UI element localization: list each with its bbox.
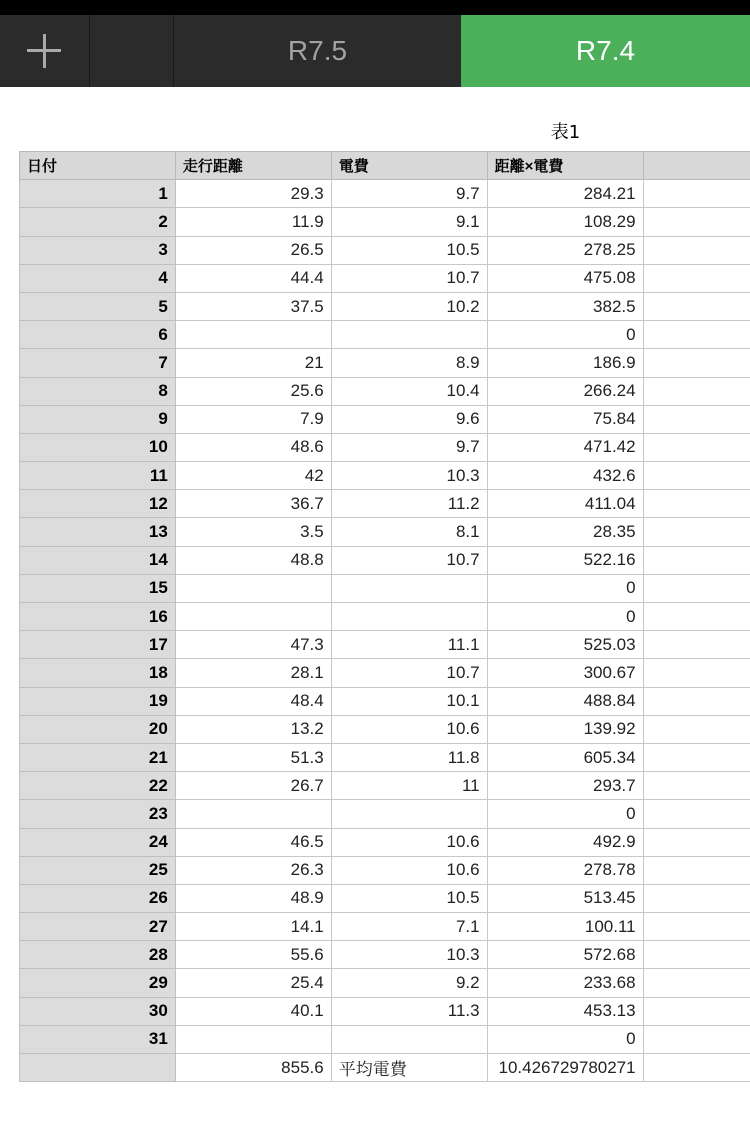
table-row — [20, 208, 750, 236]
empty-cell[interactable] — [643, 856, 750, 884]
distance-cell[interactable]: 26.3 — [175, 856, 331, 884]
row-header-cell[interactable]: 23 — [20, 800, 176, 828]
table-row — [20, 743, 750, 771]
row-header-cell[interactable]: 21 — [20, 743, 176, 771]
row-header-cell[interactable]: 20 — [20, 715, 176, 743]
product-cell[interactable]: 605.34 — [487, 743, 643, 771]
distance-cell[interactable]: 36.7 — [175, 490, 331, 518]
table-row — [20, 1025, 750, 1053]
row-header-cell[interactable]: 12 — [20, 490, 176, 518]
distance-cell[interactable]: 29.3 — [175, 180, 331, 208]
distance-cell[interactable]: 25.6 — [175, 377, 331, 405]
efficiency-cell[interactable]: 10.7 — [331, 546, 487, 574]
efficiency-cell[interactable]: 10.7 — [331, 264, 487, 292]
empty-cell[interactable] — [643, 603, 750, 631]
distance-cell[interactable]: 855.6 — [175, 1054, 331, 1082]
product-cell[interactable]: 100.11 — [487, 913, 643, 941]
distance-cell[interactable]: 14.1 — [175, 913, 331, 941]
table-row — [20, 828, 750, 856]
distance-cell[interactable] — [175, 321, 331, 349]
spreadsheet-table — [19, 151, 750, 1082]
tab-spacer — [90, 15, 174, 87]
table-title[interactable]: 表1 — [550, 122, 581, 143]
row-header-cell[interactable]: 5 — [20, 292, 176, 320]
tab-r7-5[interactable]: R7.5 — [174, 15, 461, 87]
distance-cell[interactable] — [175, 603, 331, 631]
row-header-cell[interactable] — [20, 1054, 176, 1082]
efficiency-cell[interactable]: 11.2 — [331, 490, 487, 518]
status-bar — [0, 0, 750, 15]
row-header-cell[interactable]: 11 — [20, 462, 176, 490]
distance-cell[interactable]: 51.3 — [175, 743, 331, 771]
table-row — [20, 772, 750, 800]
product-cell[interactable]: 488.84 — [487, 687, 643, 715]
product-cell[interactable]: 300.67 — [487, 659, 643, 687]
distance-cell[interactable]: 42 — [175, 462, 331, 490]
empty-cell[interactable] — [643, 490, 750, 518]
empty-cell[interactable] — [643, 884, 750, 912]
efficiency-cell[interactable] — [331, 574, 487, 602]
distance-cell[interactable]: 3.5 — [175, 518, 331, 546]
efficiency-cell[interactable]: 10.2 — [331, 292, 487, 320]
efficiency-cell[interactable] — [331, 800, 487, 828]
product-cell[interactable]: 475.08 — [487, 264, 643, 292]
efficiency-cell[interactable]: 10.6 — [331, 715, 487, 743]
table-row — [20, 236, 750, 264]
row-header-cell[interactable]: 24 — [20, 828, 176, 856]
efficiency-cell[interactable]: 10.5 — [331, 236, 487, 264]
efficiency-cell[interactable]: 8.9 — [331, 349, 487, 377]
product-cell[interactable]: 266.24 — [487, 377, 643, 405]
efficiency-cell[interactable]: 9.7 — [331, 180, 487, 208]
sheet-tab-bar — [0, 15, 750, 87]
table-row — [20, 405, 750, 433]
empty-cell[interactable] — [643, 969, 750, 997]
table-row — [20, 433, 750, 461]
efficiency-cell[interactable]: 11.8 — [331, 743, 487, 771]
empty-cell[interactable] — [643, 208, 750, 236]
empty-cell[interactable] — [643, 377, 750, 405]
efficiency-cell[interactable]: 11.1 — [331, 631, 487, 659]
header-cell-product[interactable]: 距離×電費 — [487, 152, 643, 180]
row-header-cell[interactable]: 1 — [20, 180, 176, 208]
product-cell[interactable]: 28.35 — [487, 518, 643, 546]
efficiency-cell[interactable]: 10.4 — [331, 377, 487, 405]
product-cell[interactable]: 432.6 — [487, 462, 643, 490]
table-row — [20, 631, 750, 659]
product-cell[interactable]: 411.04 — [487, 490, 643, 518]
efficiency-cell[interactable] — [331, 603, 487, 631]
distance-cell[interactable]: 48.4 — [175, 687, 331, 715]
table-row — [20, 687, 750, 715]
efficiency-cell[interactable]: 11.3 — [331, 997, 487, 1025]
empty-cell[interactable] — [643, 913, 750, 941]
distance-cell[interactable]: 44.4 — [175, 264, 331, 292]
empty-cell[interactable] — [643, 462, 750, 490]
efficiency-cell[interactable]: 7.1 — [331, 913, 487, 941]
table-row — [20, 546, 750, 574]
distance-cell[interactable]: 11.9 — [175, 208, 331, 236]
table-row — [20, 574, 750, 602]
table-row — [20, 462, 750, 490]
distance-cell[interactable]: 25.4 — [175, 969, 331, 997]
row-header-cell[interactable]: 31 — [20, 1025, 176, 1053]
row-header-cell[interactable]: 19 — [20, 687, 176, 715]
row-header-cell[interactable]: 4 — [20, 264, 176, 292]
tab-r7-4[interactable]: R7.4 — [461, 15, 750, 87]
distance-cell[interactable]: 46.5 — [175, 828, 331, 856]
distance-cell[interactable]: 28.1 — [175, 659, 331, 687]
add-sheet-button[interactable] — [0, 15, 90, 87]
product-cell[interactable]: 0 — [487, 1025, 643, 1053]
header-cell-empty[interactable] — [643, 152, 750, 180]
table-row — [20, 969, 750, 997]
empty-cell[interactable] — [643, 405, 750, 433]
empty-cell[interactable] — [643, 321, 750, 349]
distance-cell[interactable]: 48.8 — [175, 546, 331, 574]
row-header-cell[interactable]: 7 — [20, 349, 176, 377]
efficiency-cell[interactable]: 10.3 — [331, 462, 487, 490]
table-row — [20, 913, 750, 941]
distance-cell[interactable]: 21 — [175, 349, 331, 377]
table-row — [20, 264, 750, 292]
row-header-cell[interactable]: 8 — [20, 377, 176, 405]
distance-cell[interactable]: 48.9 — [175, 884, 331, 912]
row-header-cell[interactable]: 29 — [20, 969, 176, 997]
table-row — [20, 603, 750, 631]
table-row — [20, 941, 750, 969]
product-cell[interactable]: 572.68 — [487, 941, 643, 969]
table-row — [20, 659, 750, 687]
table-row — [20, 856, 750, 884]
product-cell[interactable]: 0 — [487, 800, 643, 828]
row-header-cell[interactable]: 17 — [20, 631, 176, 659]
table-row — [20, 518, 750, 546]
efficiency-cell[interactable]: 9.2 — [331, 969, 487, 997]
distance-cell[interactable]: 48.6 — [175, 433, 331, 461]
distance-cell[interactable]: 37.5 — [175, 292, 331, 320]
row-header-cell[interactable]: 27 — [20, 913, 176, 941]
row-header-cell[interactable]: 15 — [20, 574, 176, 602]
distance-cell[interactable] — [175, 800, 331, 828]
table-row — [20, 321, 750, 349]
empty-cell[interactable] — [643, 180, 750, 208]
distance-cell[interactable]: 13.2 — [175, 715, 331, 743]
product-cell[interactable]: 278.78 — [487, 856, 643, 884]
product-cell[interactable]: 382.5 — [487, 292, 643, 320]
row-header-cell[interactable]: 14 — [20, 546, 176, 574]
efficiency-cell[interactable]: 10.7 — [331, 659, 487, 687]
empty-cell[interactable] — [643, 1054, 750, 1082]
efficiency-cell[interactable]: 11 — [331, 772, 487, 800]
row-header-cell[interactable]: 9 — [20, 405, 176, 433]
empty-cell[interactable] — [643, 433, 750, 461]
efficiency-cell[interactable]: 10.6 — [331, 828, 487, 856]
product-cell[interactable]: 186.9 — [487, 349, 643, 377]
product-cell[interactable]: 108.29 — [487, 208, 643, 236]
distance-cell[interactable]: 7.9 — [175, 405, 331, 433]
product-cell[interactable]: 293.7 — [487, 772, 643, 800]
table-row — [20, 292, 750, 320]
empty-cell[interactable] — [643, 715, 750, 743]
empty-cell[interactable] — [643, 574, 750, 602]
product-cell[interactable]: 284.21 — [487, 180, 643, 208]
row-header-cell[interactable]: 16 — [20, 603, 176, 631]
table-row — [20, 715, 750, 743]
empty-cell[interactable] — [643, 941, 750, 969]
empty-cell[interactable] — [643, 1025, 750, 1053]
table-row — [20, 997, 750, 1025]
table-row — [20, 800, 750, 828]
product-cell[interactable]: 525.03 — [487, 631, 643, 659]
efficiency-cell[interactable]: 9.6 — [331, 405, 487, 433]
product-cell[interactable]: 492.9 — [487, 828, 643, 856]
efficiency-cell[interactable]: 10.1 — [331, 687, 487, 715]
product-cell[interactable]: 453.13 — [487, 997, 643, 1025]
header-cell-efficiency[interactable]: 電費 — [331, 152, 487, 180]
empty-cell[interactable] — [643, 292, 750, 320]
product-cell[interactable]: 522.16 — [487, 546, 643, 574]
empty-cell[interactable] — [643, 743, 750, 771]
empty-cell[interactable] — [643, 546, 750, 574]
distance-cell[interactable]: 26.5 — [175, 236, 331, 264]
product-cell[interactable]: 139.92 — [487, 715, 643, 743]
row-header-cell[interactable]: 10 — [20, 433, 176, 461]
efficiency-cell[interactable]: 9.7 — [331, 433, 487, 461]
efficiency-cell[interactable]: 10.5 — [331, 884, 487, 912]
summary-row — [20, 1054, 750, 1082]
efficiency-cell[interactable] — [331, 1025, 487, 1053]
efficiency-cell[interactable]: 平均電費 — [331, 1054, 487, 1082]
table-row — [20, 884, 750, 912]
efficiency-cell[interactable]: 10.3 — [331, 941, 487, 969]
efficiency-cell[interactable]: 9.1 — [331, 208, 487, 236]
product-cell[interactable]: 10.426729780271 — [487, 1054, 643, 1082]
empty-cell[interactable] — [643, 659, 750, 687]
empty-cell[interactable] — [643, 997, 750, 1025]
distance-cell[interactable] — [175, 1025, 331, 1053]
empty-cell[interactable] — [643, 264, 750, 292]
row-header-cell[interactable]: 26 — [20, 884, 176, 912]
row-header-cell[interactable]: 25 — [20, 856, 176, 884]
row-header-cell[interactable]: 30 — [20, 997, 176, 1025]
product-cell[interactable]: 0 — [487, 321, 643, 349]
product-cell[interactable]: 0 — [487, 574, 643, 602]
distance-cell[interactable]: 55.6 — [175, 941, 331, 969]
empty-cell[interactable] — [643, 236, 750, 264]
product-cell[interactable]: 233.68 — [487, 969, 643, 997]
empty-cell[interactable] — [643, 772, 750, 800]
row-header-cell[interactable]: 18 — [20, 659, 176, 687]
row-header-cell[interactable]: 28 — [20, 941, 176, 969]
empty-cell[interactable] — [643, 687, 750, 715]
header-cell-date[interactable]: 日付 — [20, 152, 176, 180]
empty-cell[interactable] — [643, 828, 750, 856]
row-header-cell[interactable]: 6 — [20, 321, 176, 349]
distance-cell[interactable]: 47.3 — [175, 631, 331, 659]
empty-cell[interactable] — [643, 631, 750, 659]
distance-cell[interactable]: 40.1 — [175, 997, 331, 1025]
table-row — [20, 377, 750, 405]
efficiency-cell[interactable]: 10.6 — [331, 856, 487, 884]
efficiency-cell[interactable] — [331, 321, 487, 349]
row-header-cell[interactable]: 3 — [20, 236, 176, 264]
product-cell[interactable]: 513.45 — [487, 884, 643, 912]
empty-cell[interactable] — [643, 349, 750, 377]
distance-cell[interactable] — [175, 574, 331, 602]
header-cell-distance[interactable]: 走行距離 — [175, 152, 331, 180]
product-cell[interactable]: 278.25 — [487, 236, 643, 264]
efficiency-cell[interactable]: 8.1 — [331, 518, 487, 546]
product-cell[interactable]: 75.84 — [487, 405, 643, 433]
product-cell[interactable]: 471.42 — [487, 433, 643, 461]
product-cell[interactable]: 0 — [487, 603, 643, 631]
table-row — [20, 349, 750, 377]
empty-cell[interactable] — [643, 518, 750, 546]
distance-cell[interactable]: 26.7 — [175, 772, 331, 800]
row-header-cell[interactable]: 13 — [20, 518, 176, 546]
empty-cell[interactable] — [643, 800, 750, 828]
row-header-cell[interactable]: 22 — [20, 772, 176, 800]
table-row — [20, 490, 750, 518]
row-header-cell[interactable]: 2 — [20, 208, 176, 236]
table-row — [20, 180, 750, 208]
header-row — [20, 152, 750, 180]
